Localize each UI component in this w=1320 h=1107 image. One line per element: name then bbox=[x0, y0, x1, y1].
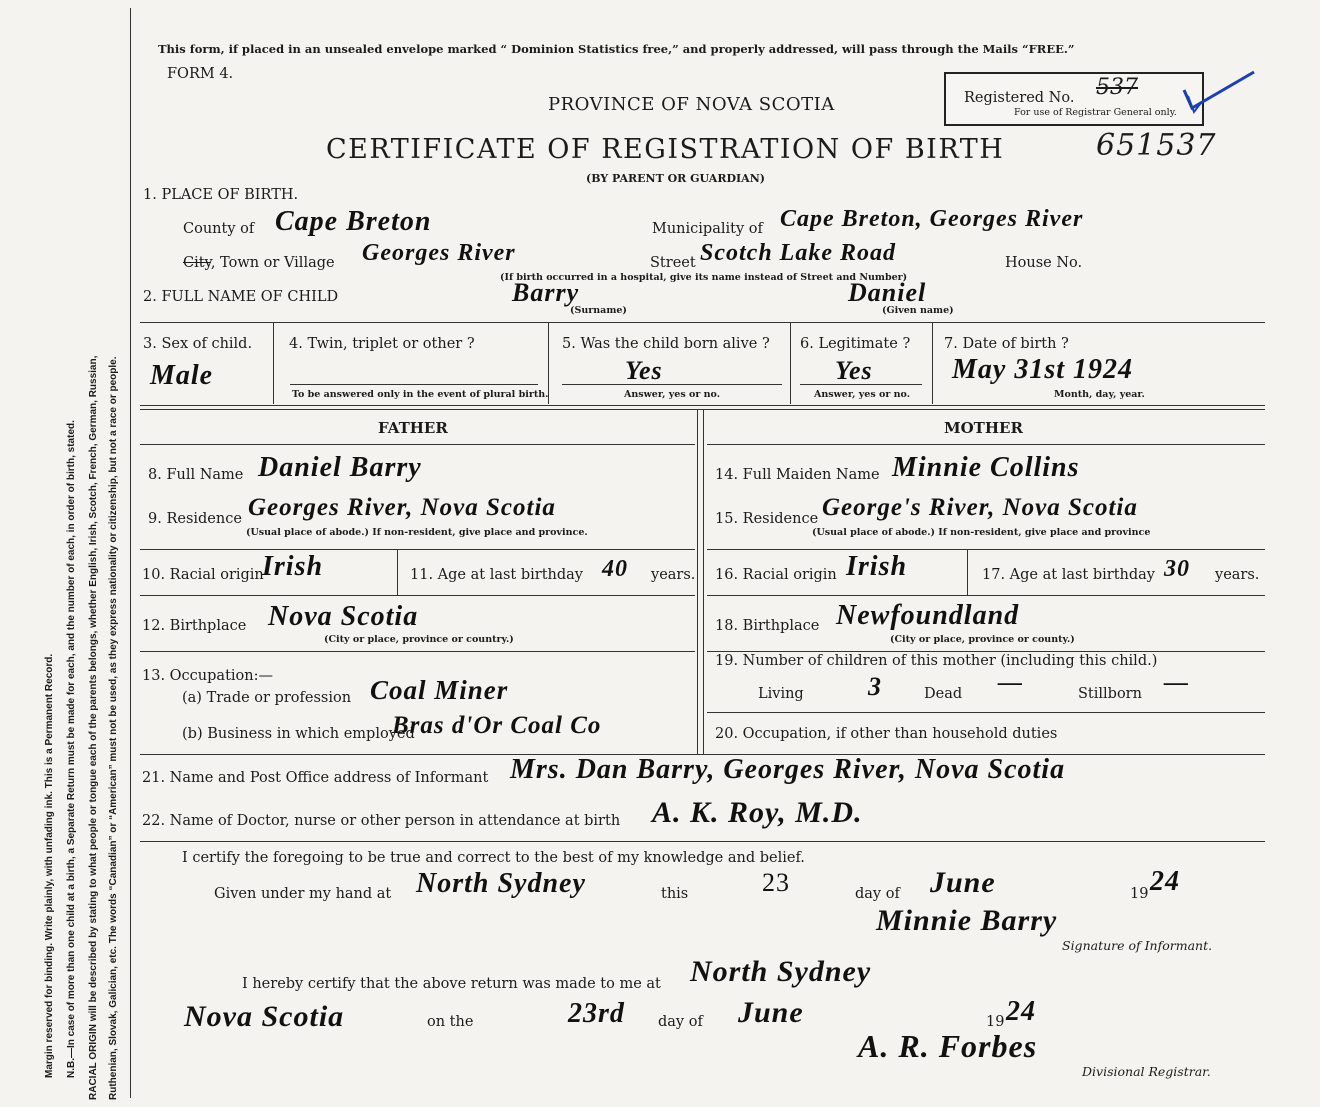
margin-note-multiple-births: N.B.—In case of more than one child at a birth, a Separate Return must be made for each, and the number of each, in order of birth, stated. bbox=[66, 420, 77, 1078]
dead-label: Dead bbox=[924, 686, 963, 702]
parents-divider bbox=[703, 409, 704, 754]
surname-caption: (Surname) bbox=[570, 305, 627, 316]
mail-notice: This form, if placed in an unsealed envelope marked “ Dominion Statistics free,” and properly addressed, will pass through the Mails “FREE.” bbox=[158, 42, 1075, 56]
certify-day: 23 bbox=[762, 868, 790, 897]
father-racial-label: 10. Racial origin bbox=[142, 567, 264, 583]
dob-value: May 31st 1924 bbox=[952, 354, 1133, 385]
margin-note-binding: Margin reserved for binding. Write plainly, with unfading ink. This is a Permanent Record. bbox=[44, 653, 55, 1078]
province-heading: PROVINCE OF NOVA SCOTIA bbox=[548, 94, 835, 115]
father-birthplace-label: 12. Birthplace bbox=[142, 618, 247, 634]
parents-divider bbox=[697, 409, 698, 754]
municipality-label: Municipality of bbox=[652, 221, 763, 237]
dead-value: — bbox=[998, 670, 1023, 696]
page-title: CERTIFICATE OF REGISTRATION OF BIRTH bbox=[326, 134, 1005, 165]
registrar-caption: Divisional Registrar. bbox=[1082, 1064, 1211, 1079]
signature-caption: Signature of Informant. bbox=[1062, 938, 1213, 953]
mother-children-label: 19. Number of children of this mother (including this child.) bbox=[715, 653, 1158, 669]
divider bbox=[967, 549, 968, 595]
dob-caption: Month, day, year. bbox=[1054, 389, 1145, 400]
divider bbox=[140, 841, 1265, 842]
registrar-year-prefix: 19 bbox=[986, 1014, 1005, 1030]
mother-name-label: 14. Full Maiden Name bbox=[715, 467, 880, 483]
certify-year-suffix: 24 bbox=[1150, 866, 1180, 897]
informant-label: 21. Name and Post Office address of Informant bbox=[142, 770, 489, 786]
alive-value: Yes bbox=[625, 356, 663, 385]
certify-month: June bbox=[930, 866, 996, 899]
town-value: Georges River bbox=[362, 240, 516, 266]
legitimate-label: 6. Legitimate ? bbox=[800, 336, 911, 352]
mother-age-value: 30 bbox=[1164, 556, 1190, 582]
father-occupation-label: 13. Occupation:— bbox=[142, 668, 273, 684]
divider bbox=[707, 595, 1265, 596]
stillborn-label: Stillborn bbox=[1078, 686, 1142, 702]
father-age-label: 11. Age at last birthday bbox=[410, 567, 583, 583]
doctor-label: 22. Name of Doctor, nurse or other person in attendance at birth bbox=[142, 813, 621, 829]
father-trade-value: Coal Miner bbox=[370, 675, 509, 705]
registrar-place: North Sydney bbox=[690, 955, 872, 988]
divider bbox=[707, 651, 1265, 652]
father-business-value: Bras d'Or Coal Co bbox=[392, 712, 602, 739]
county-label: County of bbox=[183, 221, 255, 237]
mother-residence-label: 15. Residence bbox=[715, 511, 819, 527]
father-business-label: (b) Business in which employed bbox=[182, 726, 415, 742]
margin-note-nationality: Ruthenian, Slovak, Galician, etc. The words “Canadian” or “American” must not be used, as they express nationality or citizenship, but not a race or people. bbox=[108, 356, 119, 1100]
alive-label: 5. Was the child born alive ? bbox=[562, 336, 770, 352]
mother-racial-label: 16. Racial origin bbox=[715, 567, 837, 583]
certify-statement: I certify the foregoing to be true and correct to the best of my knowledge and belief. bbox=[182, 850, 805, 866]
county-value: Cape Breton bbox=[275, 206, 432, 237]
registrar-province: Nova Scotia bbox=[184, 1000, 345, 1033]
father-residence-caption: (Usual place of abode.) If non-resident, give place and province. bbox=[246, 527, 588, 538]
divider bbox=[273, 322, 274, 404]
registered-number: 537 bbox=[1096, 75, 1138, 100]
mother-birthplace-label: 18. Birthplace bbox=[715, 618, 820, 634]
registrar-day: 23rd bbox=[568, 998, 625, 1029]
municipality-value: Cape Breton, Georges River bbox=[780, 206, 1084, 232]
father-birthplace-caption: (City or place, province or country.) bbox=[324, 634, 514, 645]
twin-label: 4. Twin, triplet or other ? bbox=[289, 336, 475, 352]
mother-racial-value: Irish bbox=[846, 551, 908, 582]
alive-caption: Answer, yes or no. bbox=[624, 389, 721, 400]
father-age-suffix: years. bbox=[651, 567, 696, 583]
divider bbox=[397, 549, 398, 595]
margin-note-racial-origin: RACIAL ORIGIN will be described by stating to what people or tongue each of the parents belongs, whether English, Irish, Scotch, French, German, Russian, bbox=[88, 355, 99, 1100]
hospital-note: (If birth occurred in a hospital, give its name instead of Street and Number) bbox=[500, 272, 908, 283]
father-residence-label: 9. Residence bbox=[148, 511, 242, 527]
doctor-value: A. K. Roy, M.D. bbox=[652, 796, 863, 829]
town-label bbox=[183, 255, 335, 271]
given-place: North Sydney bbox=[416, 868, 586, 899]
mother-occupation-label: 20. Occupation, if other than household duties bbox=[715, 726, 1058, 742]
this-label: this bbox=[661, 886, 689, 902]
father-heading: FATHER bbox=[378, 419, 448, 437]
father-name-value: Daniel Barry bbox=[258, 452, 422, 483]
registrar-signature: A. R. Forbes bbox=[858, 1028, 1038, 1064]
on-the-label: on the bbox=[427, 1014, 474, 1030]
father-residence-value: Georges River, Nova Scotia bbox=[248, 494, 556, 521]
city-struck: City bbox=[183, 255, 211, 271]
mother-birthplace-value: Newfoundland bbox=[836, 600, 1020, 631]
father-trade-label: (a) Trade or profession bbox=[182, 690, 352, 706]
binding-margin bbox=[0, 0, 140, 1107]
divider bbox=[140, 444, 695, 445]
twin-line bbox=[290, 384, 538, 385]
father-racial-value: Irish bbox=[262, 551, 324, 582]
sex-label: 3. Sex of child. bbox=[143, 336, 253, 352]
legit-caption: Answer, yes or no. bbox=[814, 389, 911, 400]
child-given-name: Daniel bbox=[848, 278, 927, 307]
registrar-month: June bbox=[738, 996, 804, 1029]
child-surname: Barry bbox=[512, 278, 580, 307]
given-label: Given under my hand at bbox=[214, 886, 392, 902]
town-label-text: , Town or Village bbox=[210, 255, 335, 271]
divider bbox=[140, 405, 1265, 406]
place-heading: 1. PLACE OF BIRTH. bbox=[143, 187, 299, 203]
mother-age-suffix: years. bbox=[1215, 567, 1260, 583]
living-label: Living bbox=[758, 686, 804, 702]
divider bbox=[140, 549, 695, 550]
certify-day-of-label: day of bbox=[855, 886, 900, 902]
margin-rule bbox=[130, 8, 131, 1098]
divider bbox=[707, 549, 1265, 550]
registered-label: Registered No. bbox=[964, 90, 1075, 106]
divider bbox=[707, 444, 1265, 445]
mother-residence-caption: (Usual place of abode.) If non-resident, give place and province bbox=[812, 527, 1151, 538]
stillborn-value: — bbox=[1164, 670, 1189, 696]
sex-value: Male bbox=[150, 360, 214, 391]
informant-value: Mrs. Dan Barry, Georges River, Nova Scotia bbox=[510, 754, 1066, 785]
alive-line bbox=[562, 384, 782, 385]
divider bbox=[140, 651, 695, 652]
dob-label: 7. Date of birth ? bbox=[944, 336, 1069, 352]
divider bbox=[707, 712, 1265, 713]
street-value: Scotch Lake Road bbox=[700, 240, 896, 266]
house-label: House No. bbox=[1005, 255, 1083, 271]
divider bbox=[140, 595, 695, 596]
form-number: FORM 4. bbox=[167, 66, 234, 82]
checkmark-icon bbox=[1180, 68, 1260, 118]
mother-heading: MOTHER bbox=[944, 419, 1023, 437]
legitimate-value: Yes bbox=[835, 356, 873, 385]
father-name-label: 8. Full Name bbox=[148, 467, 244, 483]
divider bbox=[140, 322, 1265, 323]
street-label: Street bbox=[650, 255, 696, 271]
child-name-label: 2. FULL NAME OF CHILD bbox=[143, 289, 339, 305]
divider bbox=[790, 322, 791, 404]
registration-box bbox=[944, 72, 1204, 126]
certify-year-prefix: 19 bbox=[1130, 886, 1149, 902]
living-value: 3 bbox=[868, 672, 882, 701]
informant-signature: Minnie Barry bbox=[876, 904, 1058, 937]
legit-line bbox=[800, 384, 922, 385]
mother-name-value: Minnie Collins bbox=[892, 452, 1080, 483]
registrar-statement: I hereby certify that the above return was made to me at bbox=[242, 976, 661, 992]
mother-residence-value: George's River, Nova Scotia bbox=[822, 494, 1138, 521]
divider bbox=[932, 322, 933, 404]
page-subtitle: (BY PARENT OR GUARDIAN) bbox=[586, 172, 765, 185]
registrar-year-suffix: 24 bbox=[1006, 996, 1036, 1027]
given-caption: (Given name) bbox=[882, 305, 954, 316]
mother-birthplace-caption: (City or place, province or county.) bbox=[890, 634, 1075, 645]
registrar-day-of-label: day of bbox=[658, 1014, 703, 1030]
twin-note: To be answered only in the event of plural birth. bbox=[292, 389, 549, 400]
father-birthplace-value: Nova Scotia bbox=[268, 601, 419, 632]
mother-age-label: 17. Age at last birthday bbox=[982, 567, 1155, 583]
stamp-number: 651537 bbox=[1096, 128, 1217, 163]
father-age-value: 40 bbox=[602, 556, 628, 582]
registrar-note: For use of Registrar General only. bbox=[1014, 107, 1177, 118]
